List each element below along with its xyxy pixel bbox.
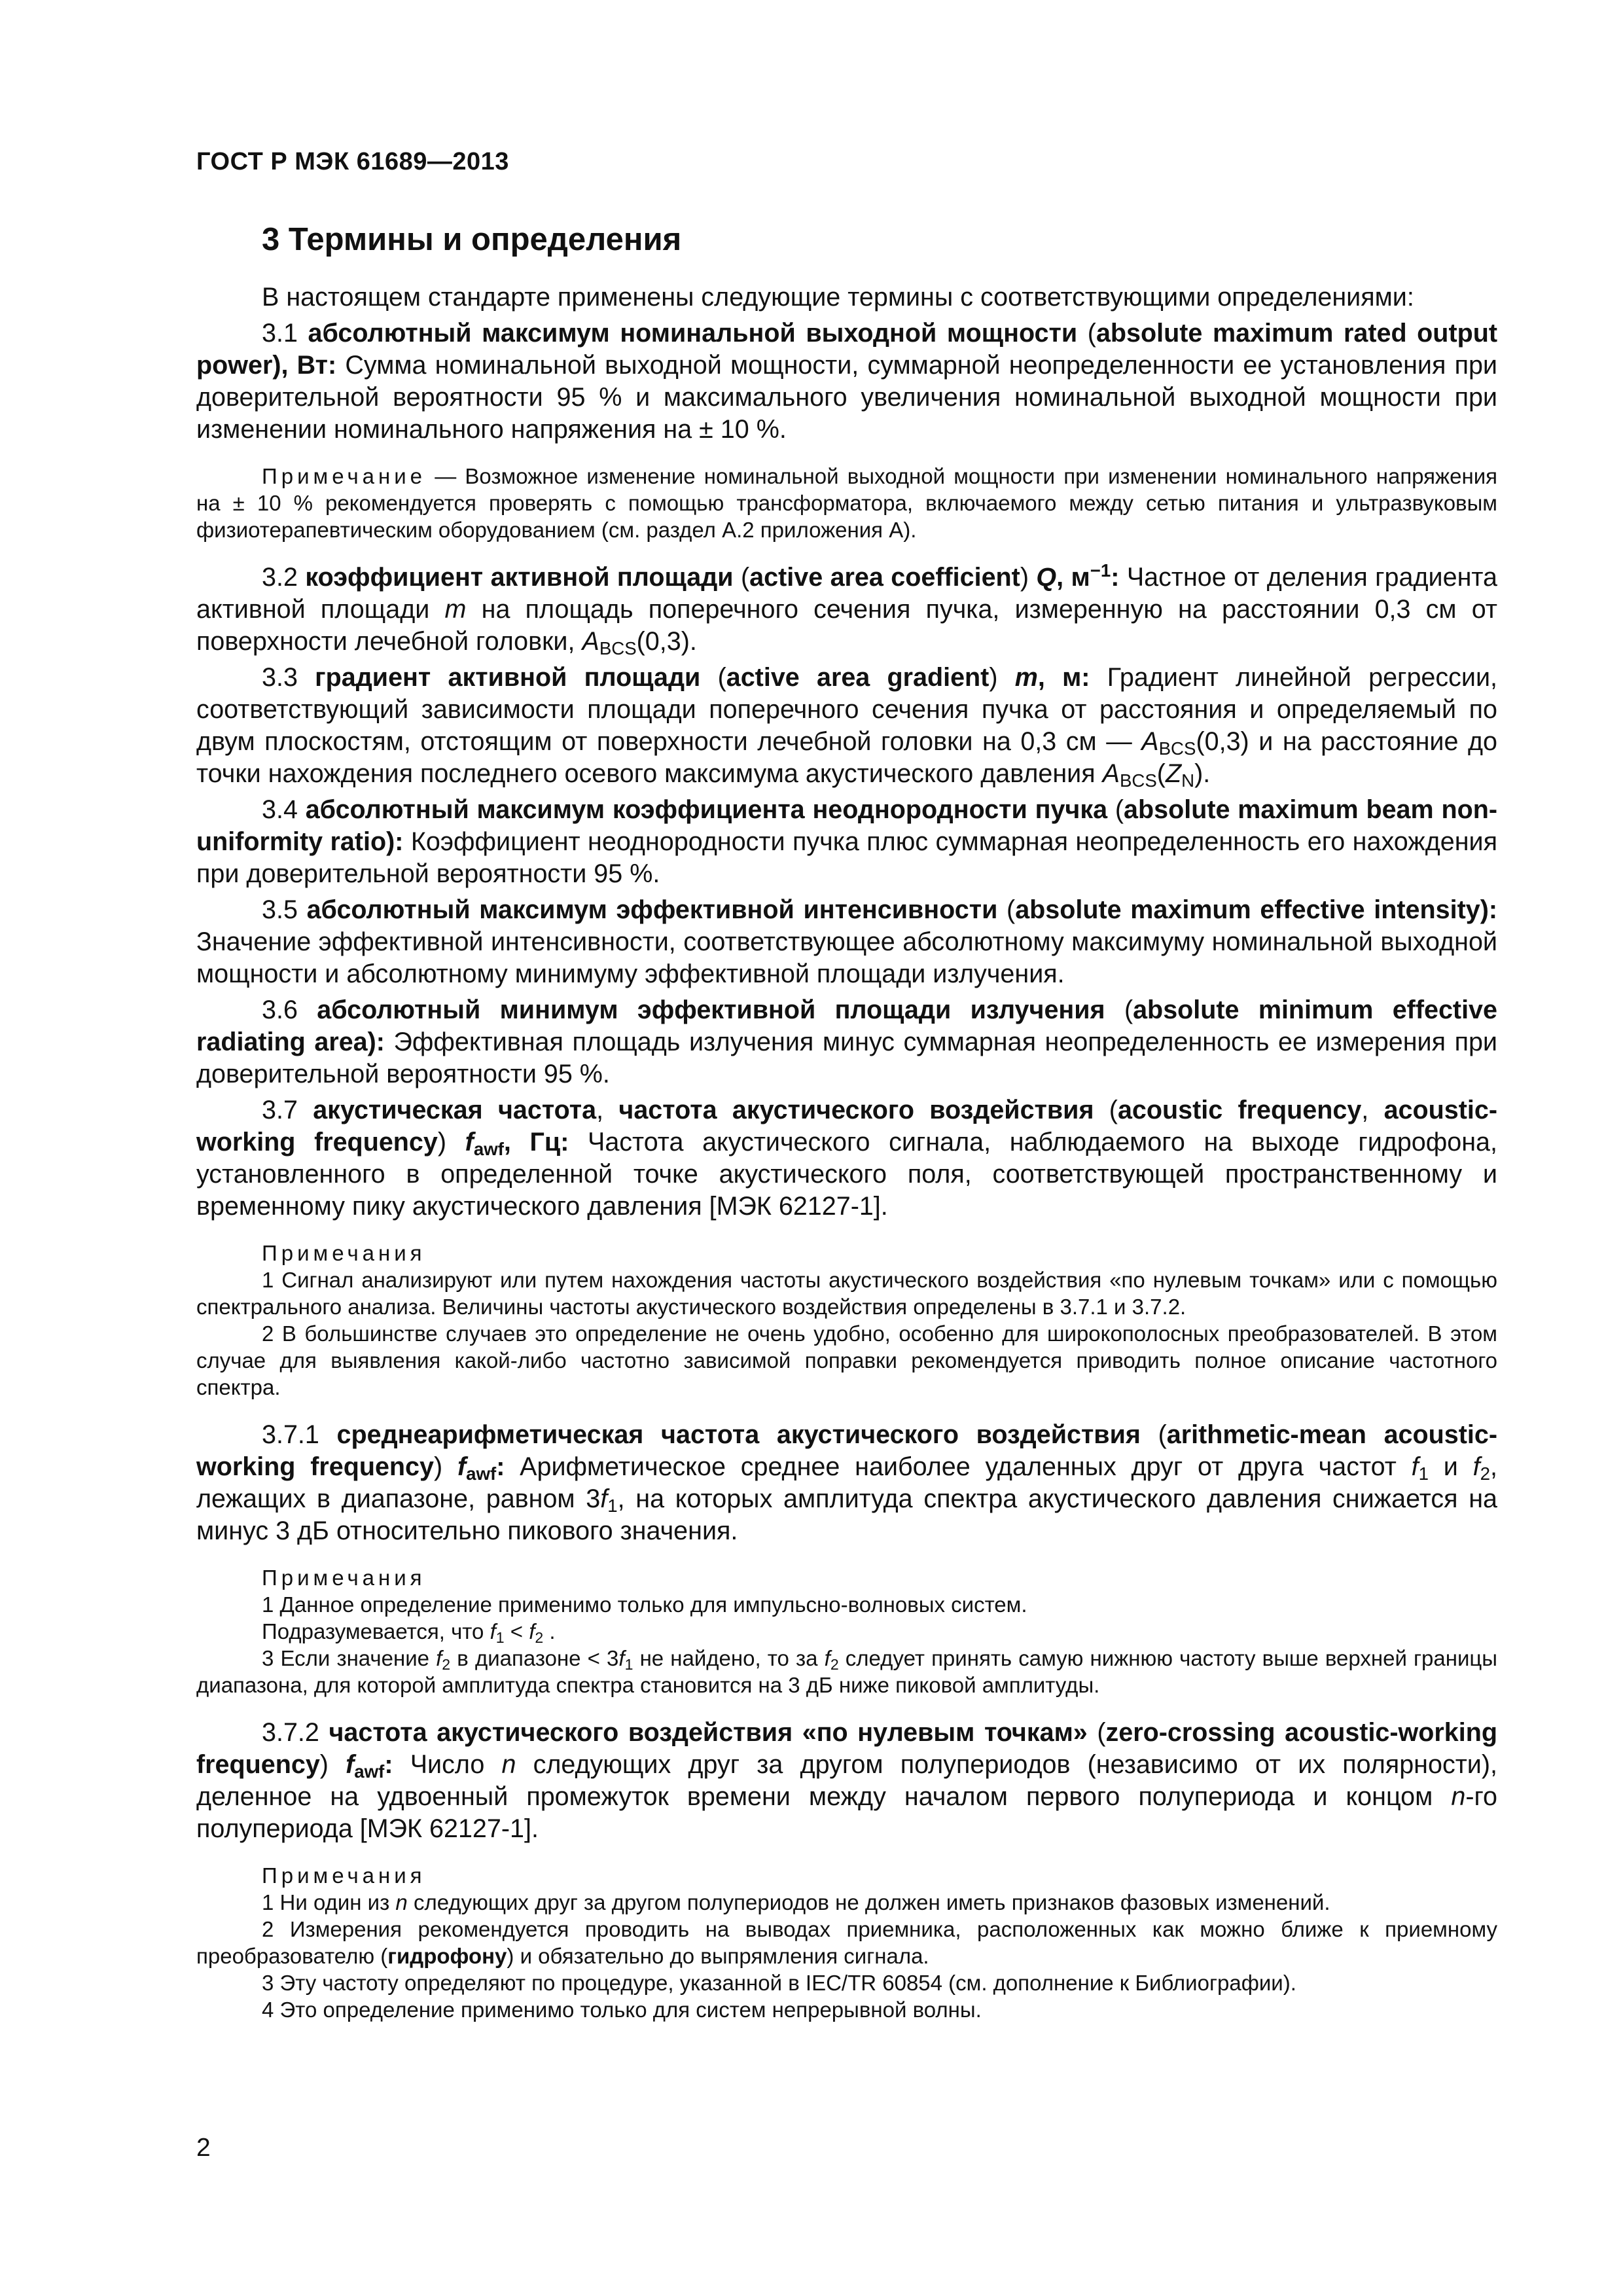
note-3-1 <box>196 463 1497 543</box>
term-english: absolute maximum beam non-uniformity ratio <box>196 795 1497 856</box>
note-text: — Возможное изменение номинальной выходной мощности при изменении номинального напряжения на ± 10 % рекомендуется проверять с помощью трансформатора, включаемого между сетью питания и ультразвуковым физиотерапевтическим оборудованием (см. раздел А.2 приложения А). <box>196 464 1497 542</box>
note-item: 2 Измерения рекомендуется проводить на выводах приемника, расположенных как можно ближе к приемному преобразователю (гидрофону) и обязательно до выпрямления сигнала. <box>196 1917 1497 1968</box>
term-english: acoustic frequency <box>1117 1096 1362 1124</box>
notes-3-7-2 <box>196 1862 1497 2023</box>
term-name: частота акустического воздействия «по нулевым точкам» <box>329 1718 1088 1747</box>
note-item: 1 Сигнал анализируют или путем нахождения частоты акустического воздействия «по нулевым точкам» или с помощью спектрального анализа. Величины частоты акустического воздействия определены в 3.7.1 и 3.7.2. <box>196 1268 1497 1319</box>
term-name: акустическая частота <box>313 1096 597 1124</box>
note-item: Подразумевается, что $f_1 < f_2$ . <box>262 1619 556 1646</box>
note-label: Примечание <box>262 464 427 488</box>
term-name: абсолютный максимум номинальной выходной мощности <box>308 319 1078 348</box>
note-item: 3 Эту частоту определяют по процедуре, указанной в IEC/TR 60854 (см. дополнение к Библиографии). <box>262 1971 1296 1995</box>
term-english: absolute minimum effective radiating area <box>196 996 1497 1056</box>
term-3-2: 3.2 коэффициент активной площади (active area coefficient) Q, $м^{-1}$: Частное от деления градиента активной площади m на площадь поперечного сечения пучка, измеренную на расстоянии 0,3 см от поверхности лечебной головки, $A_{BCS}(0,3)$. <box>196 560 1498 658</box>
term-english: absolute maximum rated output power <box>196 319 1498 380</box>
term-3-5: 3.5 абсолютный максимум эффективной интенсивности (absolute maximum effective intensity): Значение эффективной интенсивности, соответствующее абсолютному максимуму номинальной выходной мощности и абсолютному минимуму эффективной площади излучения. <box>196 895 1498 988</box>
term-3-1: 3.1 абсолютный максимум номинальной выходной мощности (absolute maximum rated output power), Вт: Сумма номинальной выходной мощности, суммарной неопределенности ее установления при доверительной вероятности 95 % и максимального увеличения номинальной выходной мощности при изменении номинального напряжения на ± 10 %. <box>196 319 1498 444</box>
intro-paragraph: В настоящем стандарте применены следующие термины с соответствующими определениями: <box>262 283 1414 312</box>
notes-label: Примечания <box>262 1241 426 1265</box>
term-number: 3.1 <box>262 319 298 348</box>
term-name: абсолютный максимум эффективной интенсивности <box>306 895 998 924</box>
term-symbol: m <box>1014 663 1038 692</box>
term-3-4: 3.4 абсолютный максимум коэффициента неоднородности пучка (absolute maximum beam non-uniformity ratio): Коэффициент неоднородности пучка плюс суммарная неопределенность его нахождения при доверительной вероятности 95 %. <box>196 795 1497 888</box>
notes-3-7-1 <box>196 1564 1497 1698</box>
term-3-7: 3.7 акустическая частота, частота акустического воздействия (acoustic frequency, acoustic-working frequency) $f_{awf}$, Гц: Частота акустического сигнала, наблюдаемого на выходе гидрофона, установленного в определенной точке акустического поля, соответствующей пространственному и временному пику акустического давления [МЭК 62127-1]. <box>196 1096 1497 1221</box>
term-english: active area gradient <box>726 663 990 692</box>
term-name: абсолютный максимум коэффициента неоднородности пучка <box>305 795 1108 824</box>
term-english: active area coefficient <box>749 563 1020 592</box>
notes-label: Примечания <box>262 1566 426 1590</box>
term-3-7-1: 3.7.1 среднеарифметическая частота акустического воздействия (arithmetic-mean acoustic-working frequency) $f_{awf}$: Арифметическое среднее наиболее удаленных друг от друга частот $f_1$ и $f_2$, лежащих в диапазоне, равном $3f_1$, на которых амплитуда спектра акустического давления снижается на минус 3 дБ относительно пикового значения. <box>196 1420 1497 1545</box>
term-3-3: 3.3 градиент активной площади (active area gradient) m, м: Градиент линейной регрессии, соответствующий зависимости площади поперечного сечения пучка от расстояния и определяемый по двум плоскостям, отстоящим от поверхности лечебной головки на 0,3 см — $A_{BCS}(0,3)$ и на расстояние до точки нахождения последнего осевого максимума акустического давления $A_{BCS}(Z_N)$. <box>196 663 1497 791</box>
term-unit: ), Вт: <box>272 351 337 380</box>
term-name: градиент активной площади <box>315 663 701 692</box>
document-body <box>196 221 1497 2023</box>
term-definition: Сумма номинальной выходной мощности, суммарной неопределенности ее установления при доверительной вероятности 95 % и максимального увеличения номинальной выходной мощности при изменении номинального напряжения на ± 10 %. <box>196 351 1497 444</box>
term-english-alt: acoustic-working frequency <box>196 1096 1497 1157</box>
term-name-alt: частота акустического воздействия <box>618 1096 1094 1124</box>
term-english: absolute maximum effective intensity <box>1015 895 1480 924</box>
notes-label: Примечания <box>262 1863 426 1888</box>
term-name: среднеарифметическая частота акустического воздействия <box>336 1420 1141 1449</box>
note-item: 1 Ни один из n следующих друг за другом полупериодов не должен иметь признаков фазовых изменений. <box>262 1890 1330 1914</box>
notes-3-7 <box>196 1240 1497 1401</box>
note-item: 4 Это определение применимо только для систем непрерывной волны. <box>262 1998 982 2022</box>
term-name: абсолютный минимум эффективной площади излучения <box>317 996 1105 1024</box>
page-number: 2 <box>196 2134 211 2162</box>
term-symbol: Q <box>1036 563 1057 592</box>
note-item: 1 Данное определение применимо только для импульсно-волновых систем. <box>262 1592 1027 1617</box>
term-3-7-2: 3.7.2 частота акустического воздействия «по нулевым точкам» (zero-crossing acoustic-working frequency) $f_{awf}$: Число n следующих друг за другом полупериодов (независимо от их полярности), деленное на удвоенный промежуток времени между началом первого полупериода и концом n-го полупериода [МЭК 62127-1]. <box>196 1718 1497 1843</box>
term-english: arithmetic-mean acoustic-working frequency <box>196 1420 1497 1481</box>
note-item: 3 Если значение $f_2$ в диапазоне < $3f_1$ не найдено, то за $f_2$ следует принять самую нижнюю частоту выше верхней границы диапазона, для которой амплитуда спектра становится на 3 дБ ниже пиковой амплитуды. <box>196 1646 1498 1697</box>
term-name: коэффициент активной площади <box>305 563 734 592</box>
term-3-6: 3.6 абсолютный минимум эффективной площади излучения (absolute minimum effective radiating area): Эффективная площадь излучения минус суммарная неопределенность ее измерения при доверительной вероятности 95 %. <box>196 996 1497 1088</box>
term-english: zero-crossing acoustic-working frequency <box>196 1718 1497 1779</box>
section-title: 3 Термины и определения <box>262 222 682 257</box>
note-item: 2 В большинстве случаев это определение не очень удобно, особенно для широкополосных преобразователей. В этом случае для выявления какой-либо частотно зависимой поправки рекомендуется приводить полное описание частотного спектра. <box>196 1321 1497 1399</box>
document-header: ГОСТ Р МЭК 61689—2013 <box>196 148 509 175</box>
